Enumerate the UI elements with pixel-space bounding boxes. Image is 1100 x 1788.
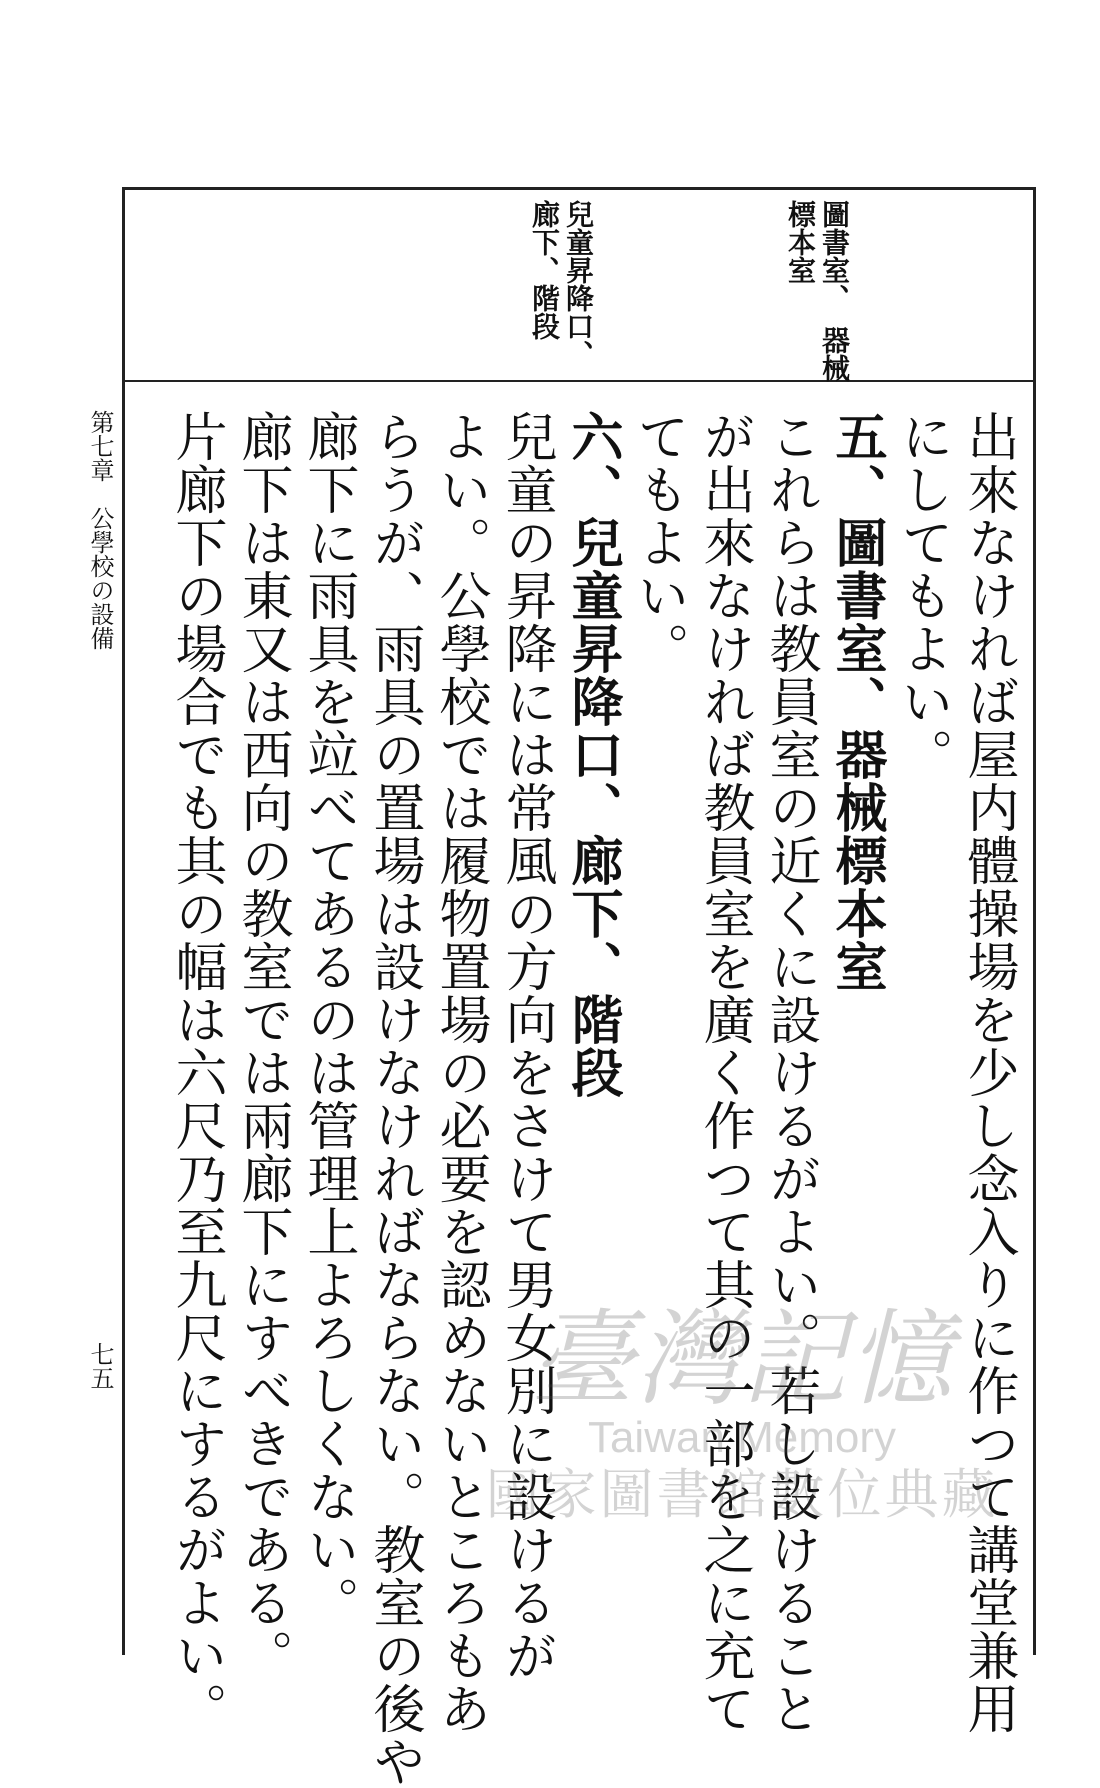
chapter-running-head [88, 410, 112, 650]
page-number [88, 1342, 112, 1390]
body-column [958, 410, 1018, 1735]
watermark-english: Taiwan Memory [587, 1413, 897, 1463]
chapter-title: 第七章 公學校の設備 [86, 410, 114, 650]
margin-note-library-line1: 圖書室、 器械 [818, 200, 851, 382]
body-column [298, 410, 358, 1629]
body-column-text: 出來なければ屋内體操場を少し念入りに作つて講堂兼用 [958, 410, 1018, 1735]
margin-note-entrance [562, 200, 595, 370]
body-column-text: が出來なければ教員室を廣く作つて其の一部を之に充て [694, 410, 754, 1735]
section-heading-text: 五、圖書室、器械標本室 [826, 410, 887, 993]
body-column [430, 410, 490, 1735]
watermark-sub: 國家圖書館數位典藏 [485, 1462, 999, 1526]
section-heading [826, 410, 887, 993]
body-column [232, 410, 292, 1682]
body-column [628, 410, 688, 675]
body-column-text: 廊下に雨具を竝べてあるのは管理上よろしくない。 [298, 410, 358, 1629]
margin-note-library-line2 [784, 200, 817, 370]
page-number-text: 七五 [86, 1342, 114, 1390]
header-rule [122, 380, 1036, 382]
body-column-text: 兒童の昇降には常風の方向をさけて男女別に設けるが [496, 410, 556, 1682]
body-column-text: てもよい。 [628, 410, 688, 675]
body-column-text: よい。公學校では履物置場の必要を認めないところもあ [430, 410, 490, 1735]
margin-note-entrance-line2 [528, 200, 561, 370]
body-column [694, 410, 754, 1735]
body-column-text: これらは教員室の近くに設けるがよい。若し設けること [760, 410, 820, 1735]
section-heading [562, 410, 623, 1099]
margin-note-library [818, 200, 851, 382]
body-column [166, 410, 226, 1735]
body-column-text: 廊下は東又は西向の教室では兩廊下にすべきである。 [232, 410, 292, 1682]
body-column [496, 410, 556, 1682]
watermark-main: 臺灣記憶 [529, 1298, 954, 1420]
body-column [760, 410, 820, 1735]
margin-note-entrance-text2: 廊下、階段 [528, 200, 561, 340]
body-column-text: 片廊下の場合でも其の幅は六尺乃至九尺にするがよい。 [166, 410, 226, 1735]
margin-note-library-text2: 標本室 [784, 200, 817, 284]
body-column [892, 410, 952, 781]
body-column [364, 410, 424, 1788]
margin-note-entrance-line1: 兒童昇降口、 [562, 200, 595, 368]
body-column-text: にしてもよい。 [892, 410, 952, 781]
section-heading-text: 六、兒童昇降口、廊下、階段 [562, 410, 623, 1099]
body-column-text: らうが、雨具の置場は設けなければならない。教室の後や [364, 410, 424, 1788]
